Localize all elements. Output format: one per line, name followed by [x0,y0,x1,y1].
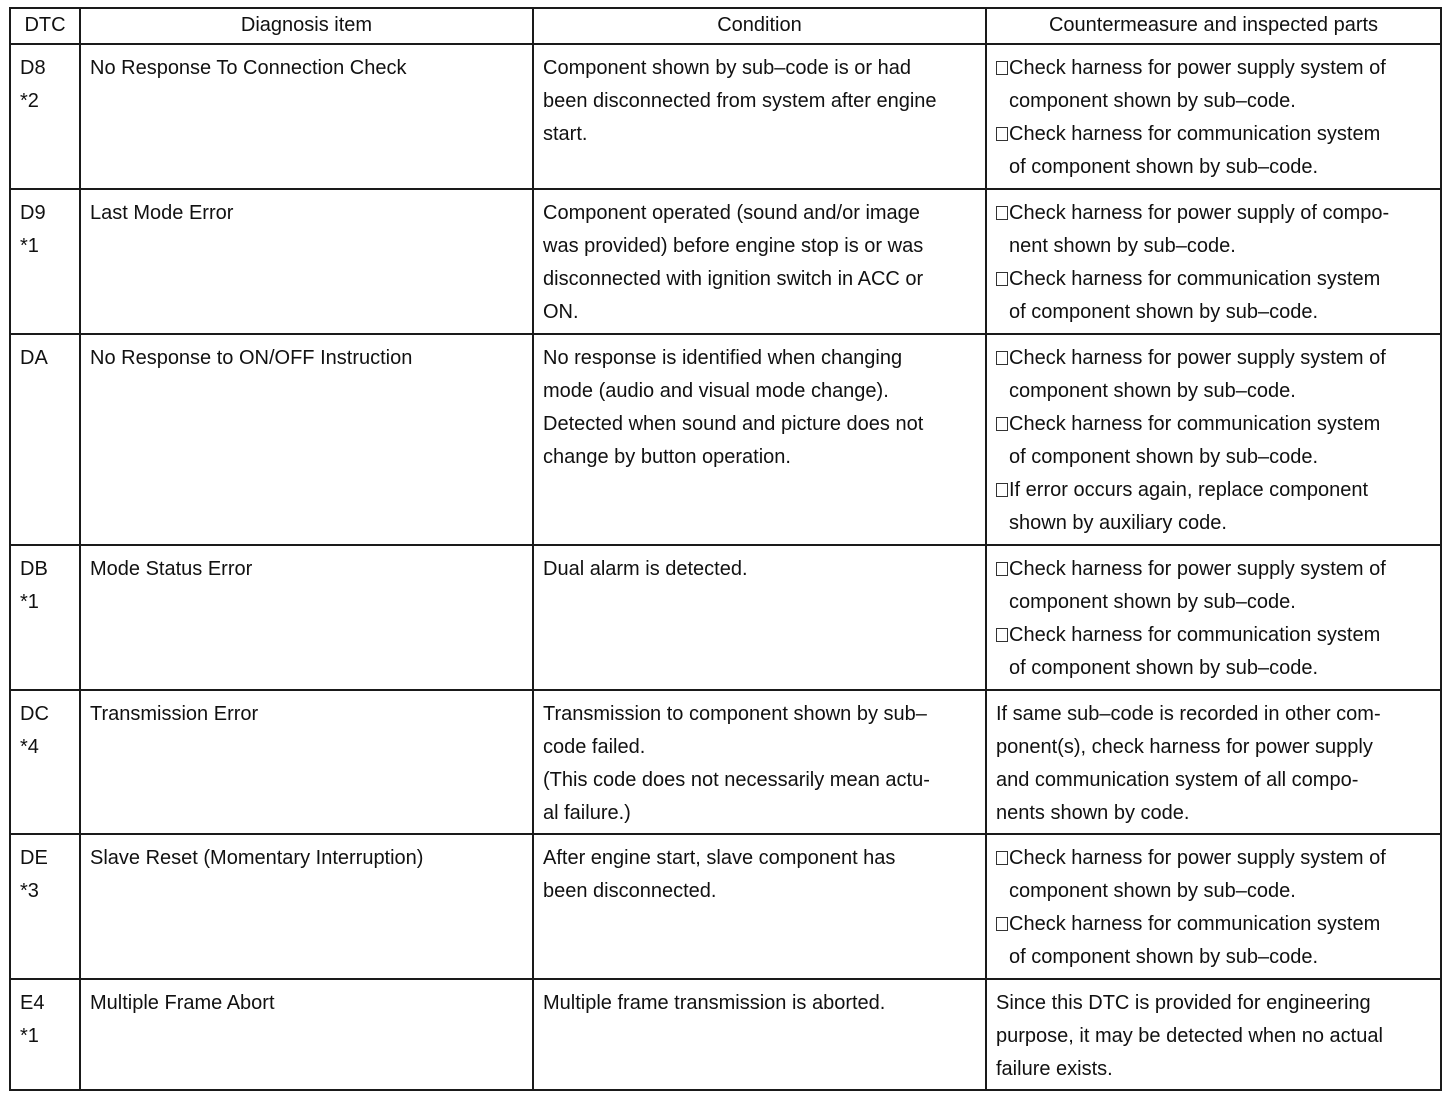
countermeasure-item [996,197,1432,263]
diagnosis-item: Mode Status Error [90,558,253,580]
countermeasure-line: component shown by sub–code. [1009,591,1296,613]
countermeasure-item [996,619,1432,685]
condition-cell [533,189,986,334]
countermeasure-line: component shown by sub–code. [1009,90,1296,112]
condition-line: (This code does not necessarily mean actu- [543,769,930,791]
diagnosis-item-cell [80,189,533,334]
dtc-cell [10,979,80,1090]
diagnosis-item-cell [80,834,533,979]
dtc-cell [10,334,80,545]
dtc-code: D8 [20,57,46,79]
condition-line: Multiple frame transmission is aborted. [543,992,886,1014]
checkbox-bullet-icon [996,562,1008,576]
condition-line: Detected when sound and picture does not [543,413,924,435]
dtc-note: *3 [20,880,39,902]
table-row [10,545,1441,690]
table-row [10,44,1441,189]
condition-line: No response is identified when changing [543,347,903,369]
countermeasure-line: of component shown by sub–code. [1009,446,1319,468]
countermeasure-line: nent shown by sub–code. [1009,235,1236,257]
dtc-code: DE [20,847,48,869]
checkbox-bullet-icon [996,351,1008,365]
diagnosis-item: Last Mode Error [90,202,234,224]
header-row [10,8,1441,44]
countermeasure-line: shown by auxiliary code. [1009,512,1227,534]
condition-line: was provided) before engine stop is or was [543,235,924,257]
dtc-code: DB [20,558,48,580]
countermeasure-line: Check harness for communication system [1009,913,1381,935]
condition-cell [533,334,986,545]
condition-line: mode (audio and visual mode change). [543,380,889,402]
countermeasure-item [996,52,1432,118]
countermeasure-item [996,263,1432,329]
diagnosis-item-cell [80,690,533,834]
countermeasure-cell [986,44,1441,189]
diagnosis-item: Transmission Error [90,703,259,725]
countermeasure-line: Since this DTC is provided for engineering [996,992,1371,1014]
dtc-cell [10,834,80,979]
diagnosis-item-cell [80,44,533,189]
condition-line: been disconnected from system after engine [543,90,937,112]
dtc-code: DC [20,703,49,725]
header-countermeasure: Countermeasure and inspected parts [986,8,1441,44]
condition-line: al failure.) [543,802,631,824]
countermeasure-cell [986,979,1441,1090]
countermeasure-cell [986,545,1441,690]
dtc-note: *4 [20,736,39,758]
countermeasure-cell [986,189,1441,334]
countermeasure-line: Check harness for communication system [1009,624,1381,646]
condition-line: After engine start, slave component has [543,847,896,869]
dtc-table [9,7,1442,1091]
diagnosis-item-cell [80,334,533,545]
diagnosis-item: Slave Reset (Momentary Interruption) [90,847,424,869]
condition-cell [533,690,986,834]
dtc-code: D9 [20,202,46,224]
checkbox-bullet-icon [996,483,1008,497]
countermeasure-item [996,474,1432,540]
diagnosis-item-cell [80,545,533,690]
countermeasure-cell [986,834,1441,979]
table-row [10,334,1441,545]
condition-line: code failed. [543,736,646,758]
condition-cell [533,44,986,189]
countermeasure-line: and communication system of all compo- [996,769,1359,791]
condition-cell [533,545,986,690]
countermeasure-item [996,908,1432,974]
checkbox-bullet-icon [996,917,1008,931]
dtc-cell [10,690,80,834]
countermeasure-line: If error occurs again, replace component [1009,479,1369,501]
countermeasure-line: Check harness for communication system [1009,413,1381,435]
countermeasure-cell [986,334,1441,545]
countermeasure-item [996,118,1432,184]
countermeasure-line: nents shown by code. [996,802,1190,824]
countermeasure-cell [986,690,1441,834]
checkbox-bullet-icon [996,206,1008,220]
countermeasure-line: of component shown by sub–code. [1009,301,1319,323]
dtc-note: *1 [20,1025,39,1047]
countermeasure-line: of component shown by sub–code. [1009,946,1319,968]
countermeasure-line: failure exists. [996,1058,1113,1080]
condition-line: Component shown by sub–code is or had [543,57,912,79]
countermeasure-line: Check harness for power supply system of [1009,57,1386,79]
countermeasure-item [996,342,1432,408]
checkbox-bullet-icon [996,272,1008,286]
countermeasure-item [996,408,1432,474]
table-row [10,979,1441,1090]
diagnosis-item: No Response to ON/OFF Instruction [90,347,413,369]
dtc-code: E4 [20,992,45,1014]
diagnosis-item: Multiple Frame Abort [90,992,275,1014]
diagnosis-item: No Response To Connection Check [90,57,407,79]
dtc-note: *2 [20,90,39,112]
header-dtc: DTC [10,8,80,44]
table-row [10,690,1441,834]
table-row [10,189,1441,334]
countermeasure-item [996,553,1432,619]
condition-line: Transmission to component shown by sub– [543,703,927,725]
dtc-cell [10,189,80,334]
condition-cell [533,979,986,1090]
checkbox-bullet-icon [996,851,1008,865]
countermeasure-line: purpose, it may be detected when no actual [996,1025,1383,1047]
dtc-cell [10,44,80,189]
countermeasure-line: Check harness for power supply system of [1009,558,1386,580]
condition-cell [533,834,986,979]
countermeasure-line: of component shown by sub–code. [1009,657,1319,679]
header-diagnosis-item: Diagnosis item [80,8,533,44]
condition-line: Dual alarm is detected. [543,558,748,580]
condition-line: Component operated (sound and/or image [543,202,920,224]
condition-line: start. [543,123,588,145]
countermeasure-line: Check harness for communication system [1009,123,1381,145]
dtc-cell [10,545,80,690]
countermeasure-line: of component shown by sub–code. [1009,156,1319,178]
countermeasure-line: Check harness for communication system [1009,268,1381,290]
diagnosis-item-cell [80,979,533,1090]
checkbox-bullet-icon [996,127,1008,141]
dtc-note: *1 [20,235,39,257]
dtc-note: *1 [20,591,39,613]
checkbox-bullet-icon [996,417,1008,431]
countermeasure-item [996,842,1432,908]
countermeasure-line: component shown by sub–code. [1009,380,1296,402]
condition-line: ON. [543,301,579,323]
condition-line: change by button operation. [543,446,791,468]
countermeasure-line: Check harness for power supply system of [1009,847,1386,869]
countermeasure-line: component shown by sub–code. [1009,880,1296,902]
table-row [10,834,1441,979]
countermeasure-line: Check harness for power supply of compo- [1009,202,1390,224]
condition-line: been disconnected. [543,880,717,902]
condition-line: disconnected with ignition switch in ACC or [543,268,924,290]
countermeasure-line: If same sub–code is recorded in other com- [996,703,1381,725]
checkbox-bullet-icon [996,61,1008,75]
dtc-code: DA [20,347,48,369]
countermeasure-line: Check harness for power supply system of [1009,347,1386,369]
countermeasure-line: ponent(s), check harness for power supply [996,736,1373,758]
checkbox-bullet-icon [996,628,1008,642]
header-condition: Condition [533,8,986,44]
